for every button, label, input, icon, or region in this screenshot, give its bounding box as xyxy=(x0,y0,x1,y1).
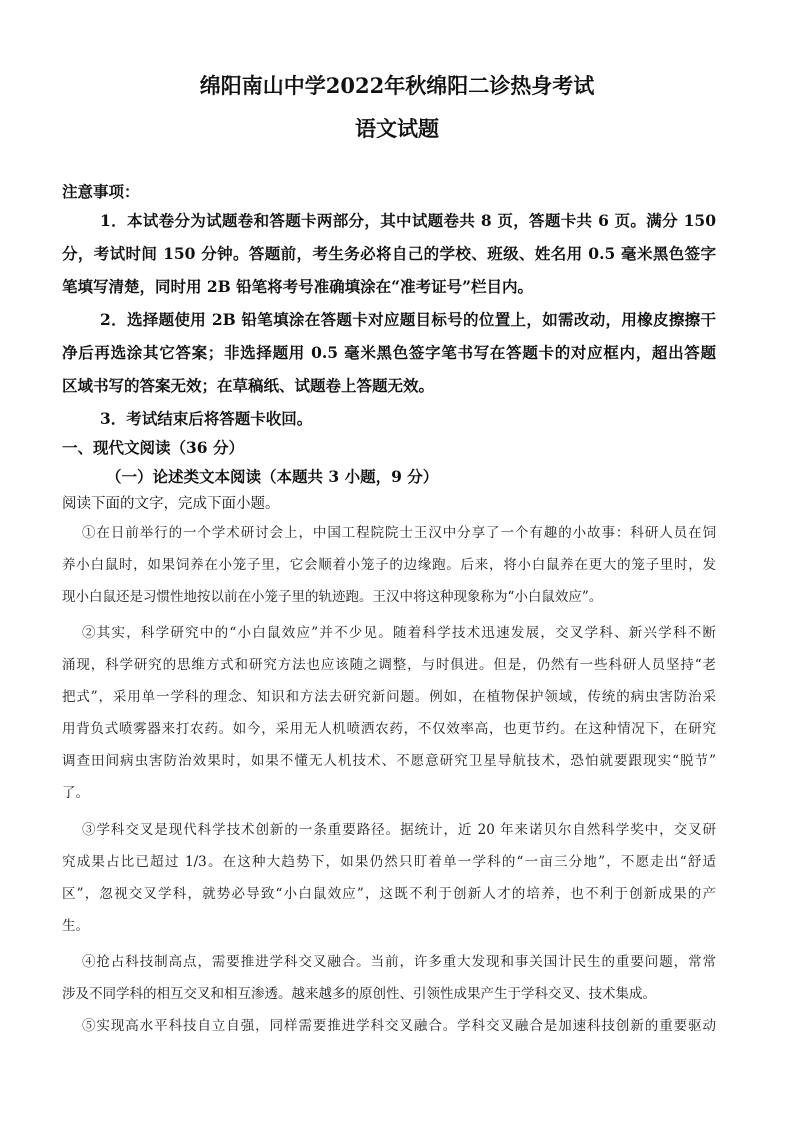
note-2-line-3: 区域书写的答案无效；在草稿纸、试题卷上答题无效。 xyxy=(62,376,435,395)
document-subtitle: 语文试题 xyxy=(355,116,439,141)
paragraph-2-line-3: 把式”，采用单一学科的理念、知识和方法去研究新问题。例如，在植物保护领域，传统的病虫害防治采 xyxy=(62,689,716,705)
section-title: 一、现代文阅读（36 分） xyxy=(62,438,244,457)
paragraph-2-line-2: 涌现，科学研究的思维方式和研究方法也应该随之调整，与时俱进。但是，仍然有一些科研人员坚持“老 xyxy=(62,657,716,673)
paragraph-3-line-2: 究成果占比已超过 1/3。在这种大趋势下，如果仍然只盯着单一学科的“一亩三分地”，不愿走出“舒适 xyxy=(62,854,716,870)
paragraph-2-line-1: ②其实，科学研究中的“小白鼠效应”并不少见。随着科学技术迅速发展，交叉学科、新兴学科不断 xyxy=(82,625,716,641)
paragraph-4-line-1: ④抢占科技制高点，需要推进学科交叉融合。当前，许多重大发现和事关国计民生的重要问题，常常 xyxy=(82,954,716,970)
note-2-line-2: 净后再选涂其它答案；非选择题用 0.5 毫米黑色签字笔书写在答题卡的对应框内，超出答题 xyxy=(62,343,716,362)
paragraph-1-line-2: 养小白鼠时，如果饲养在小笼子里，它会顺着小笼子的边缘跑。后来，将小白鼠养在更大的笼子里时，发 xyxy=(62,557,716,573)
paragraph-1-line-1: ①在日前举行的一个学术研讨会上，中国工程院院士王汉中分享了一个有趣的小故事：科研人员在饲 xyxy=(82,525,716,541)
paragraph-2-line-4: 用背负式喷雾器来打农药。如今，采用无人机喷洒农药，不仅效率高，也更节约。在这种情况下，在研究 xyxy=(62,721,716,737)
paragraph-5-line-1: ⑤实现高水平科技自立自强，同样需要推进学科交叉融合。学科交叉融合是加速科技创新的重要驱动 xyxy=(82,1018,716,1034)
note-3-line-1: 3．考试结束后将答题卡收回。 xyxy=(100,409,313,428)
subsection-title: （一）论述类文本阅读（本题共 3 小题，9 分） xyxy=(106,467,439,486)
paragraph-3-line-1: ③学科交叉是现代科学技术创新的一条重要路径。据统计，近 20 年来诺贝尔自然科学奖中，交叉研 xyxy=(82,822,716,838)
paragraph-3-line-3: 区”，忽视交叉学科，就势必导致“小白鼠效应”，这既不利于创新人才的培养，也不利于创新成果的产 xyxy=(62,886,716,902)
note-1-line-3: 笔填写清楚，同时用 2B 铅笔将考号准确填涂在“准考证号”栏目内。 xyxy=(62,277,534,296)
note-1-line-1: 1．本试卷分为试题卷和答题卡两部分，其中试题卷共 8 页，答题卡共 6 页。满分 150 xyxy=(100,211,716,230)
paragraph-3-line-4: 生。 xyxy=(62,918,89,934)
note-2-line-1: 2．选择题使用 2B 铅笔填涂在答题卡对应题目标号的位置上，如需改动，用橡皮擦擦干 xyxy=(100,310,716,329)
note-1-line-2: 分，考试时间 150 分钟。答题前，考生务必将自己的学校、班级、姓名用 0.5 毫米黑色签字 xyxy=(62,244,716,263)
paragraph-2-line-5: 调查田间病虫害防治效果时，如果不懂无人机技术、不愿意研究卫星导航技术，恐怕就要跟现实“脱节” xyxy=(62,753,716,769)
paragraph-2-line-6: 了。 xyxy=(62,785,89,801)
paragraph-1-line-3: 现小白鼠还是习惯性地按以前在小笼子里的轨迹跑。王汉中将这种现象称为“小白鼠效应”。 xyxy=(62,589,603,605)
notes-heading: 注意事项： xyxy=(62,182,140,201)
document-title: 绵阳南山中学2022年秋绵阳二诊热身考试 xyxy=(199,73,595,98)
paragraph-4-line-2: 涉及不同学科的相互交叉和相互渗透。越来越多的原创性、引领性成果产生于学科交叉、技术集成。 xyxy=(62,986,656,1002)
reading-lead: 阅读下面的文字，完成下面小题。 xyxy=(62,496,280,512)
